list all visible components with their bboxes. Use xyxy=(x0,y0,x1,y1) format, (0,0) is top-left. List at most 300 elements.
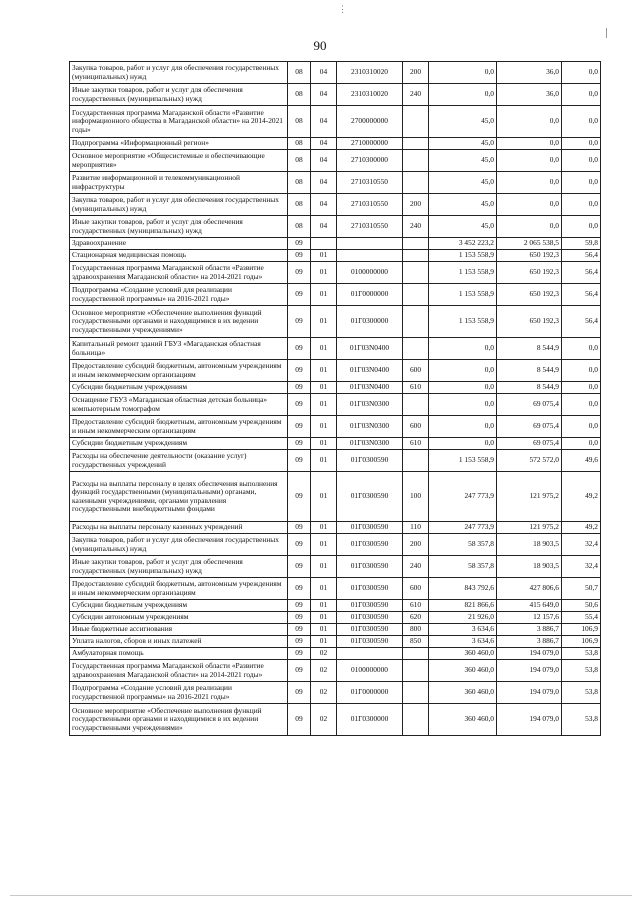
cell-target-article: 01Г03N0300 xyxy=(337,438,403,450)
cell-expense-type: 100 xyxy=(403,472,429,522)
cell-section: 09 xyxy=(288,472,311,522)
cell-executed-amount: 69 075,4 xyxy=(497,394,562,416)
cell-target-article: 01Г0300590 xyxy=(337,472,403,522)
cell-section: 09 xyxy=(288,338,311,360)
cell-execution-percent: 0,0 xyxy=(562,138,601,150)
cell-subsection: 04 xyxy=(311,106,337,138)
cell-execution-percent: 56,4 xyxy=(562,306,601,338)
cell-target-article: 2700000000 xyxy=(337,106,403,138)
cell-target-article: 01Г0300590 xyxy=(337,450,403,472)
cell-executed-amount: 3 886,7 xyxy=(497,636,562,648)
cell-execution-percent: 0,0 xyxy=(562,216,601,238)
cell-target-article: 2310310020 xyxy=(337,84,403,106)
cell-section: 08 xyxy=(288,216,311,238)
table-row xyxy=(70,660,601,682)
cell-expense-type: 240 xyxy=(403,556,429,578)
cell-subsection: 04 xyxy=(311,150,337,172)
cell-target-article: 01Г0300000 xyxy=(337,306,403,338)
cell-expense-type: 200 xyxy=(403,62,429,84)
cell-item-name: Подпрограмма «Информационный регион» xyxy=(70,138,288,150)
table-row xyxy=(70,450,601,472)
cell-approved-amount: 1 153 558,9 xyxy=(429,450,497,472)
cell-approved-amount: 45,0 xyxy=(429,172,497,194)
cell-execution-percent: 0,0 xyxy=(562,438,601,450)
cell-execution-percent: 106,9 xyxy=(562,624,601,636)
cell-section: 09 xyxy=(288,262,311,284)
cell-target-article: 01Г03N0300 xyxy=(337,416,403,438)
table-row xyxy=(70,338,601,360)
cell-execution-percent: 55,4 xyxy=(562,612,601,624)
cell-subsection: 02 xyxy=(311,704,337,736)
cell-execution-percent: 0,0 xyxy=(562,360,601,382)
cell-executed-amount: 0,0 xyxy=(497,138,562,150)
cell-executed-amount: 18 903,5 xyxy=(497,534,562,556)
cell-section: 09 xyxy=(288,238,311,250)
cell-section: 09 xyxy=(288,284,311,306)
cell-item-name: Предоставление субсидий бюджетным, автономным учреждениям и иным некоммерческим организациям xyxy=(70,360,288,382)
cell-executed-amount: 650 192,3 xyxy=(497,306,562,338)
cell-execution-percent: 0,0 xyxy=(562,62,601,84)
cell-target-article: 01Г0300590 xyxy=(337,556,403,578)
cell-target-article: 2710310550 xyxy=(337,172,403,194)
cell-item-name: Субсидии бюджетным учреждениям xyxy=(70,438,288,450)
table-row xyxy=(70,556,601,578)
cell-executed-amount: 8 544,9 xyxy=(497,338,562,360)
page-number: 90 xyxy=(313,38,327,53)
cell-approved-amount: 843 792,6 xyxy=(429,578,497,600)
cell-section: 08 xyxy=(288,84,311,106)
cell-executed-amount: 3 886,7 xyxy=(497,624,562,636)
cell-execution-percent: 49,6 xyxy=(562,450,601,472)
cell-section: 09 xyxy=(288,648,311,660)
cell-executed-amount: 650 192,3 xyxy=(497,284,562,306)
cell-approved-amount: 247 773,9 xyxy=(429,522,497,534)
table-row xyxy=(70,704,601,736)
cell-section: 09 xyxy=(288,522,311,534)
cell-executed-amount: 415 649,0 xyxy=(497,600,562,612)
cell-item-name: Расходы на обеспечение деятельности (оказание услуг) государственных учреждений xyxy=(70,450,288,472)
cell-expense-type: 610 xyxy=(403,382,429,394)
cell-target-article: 01Г0300000 xyxy=(337,704,403,736)
cell-section: 09 xyxy=(288,450,311,472)
cell-subsection: 01 xyxy=(311,416,337,438)
cell-execution-percent: 53,8 xyxy=(562,704,601,736)
table-row xyxy=(70,250,601,262)
cell-expense-type xyxy=(403,704,429,736)
cell-executed-amount: 2 065 538,5 xyxy=(497,238,562,250)
cell-subsection: 04 xyxy=(311,84,337,106)
cell-subsection: 02 xyxy=(311,682,337,704)
cell-subsection: 01 xyxy=(311,306,337,338)
cell-target-article: 2710300000 xyxy=(337,150,403,172)
cell-target-article: 01Г0000000 xyxy=(337,682,403,704)
cell-section: 08 xyxy=(288,62,311,84)
cell-section: 09 xyxy=(288,636,311,648)
cell-item-name: Иные закупки товаров, работ и услуг для обеспечения государственных (муниципальных) нужд xyxy=(70,556,288,578)
cell-expense-type xyxy=(403,150,429,172)
table-row xyxy=(70,578,601,600)
cell-expense-type: 600 xyxy=(403,360,429,382)
cell-target-article: 01Г0000000 xyxy=(337,284,403,306)
cell-section: 09 xyxy=(288,612,311,624)
cell-executed-amount: 0,0 xyxy=(497,150,562,172)
cell-subsection: 01 xyxy=(311,578,337,600)
cell-expense-type xyxy=(403,172,429,194)
table-row xyxy=(70,194,601,216)
cell-execution-percent: 56,4 xyxy=(562,284,601,306)
cell-execution-percent: 53,8 xyxy=(562,682,601,704)
cell-expense-type xyxy=(403,338,429,360)
cell-expense-type: 600 xyxy=(403,578,429,600)
cell-executed-amount: 69 075,4 xyxy=(497,438,562,450)
table-row xyxy=(70,624,601,636)
cell-expense-type: 800 xyxy=(403,624,429,636)
table-row xyxy=(70,648,601,660)
cell-item-name: Амбулаторная помощь xyxy=(70,648,288,660)
table-row xyxy=(70,394,601,416)
table-row xyxy=(70,636,601,648)
cell-executed-amount: 36,0 xyxy=(497,62,562,84)
cell-approved-amount: 360 460,0 xyxy=(429,660,497,682)
cell-approved-amount: 58 357,8 xyxy=(429,534,497,556)
table-row xyxy=(70,62,601,84)
cell-section: 08 xyxy=(288,172,311,194)
cell-section: 09 xyxy=(288,704,311,736)
cell-target-article: 01Г03N0400 xyxy=(337,360,403,382)
cell-executed-amount: 194 079,0 xyxy=(497,682,562,704)
cell-approved-amount: 1 153 558,9 xyxy=(429,284,497,306)
table-row xyxy=(70,84,601,106)
table-row xyxy=(70,382,601,394)
cell-subsection: 01 xyxy=(311,338,337,360)
cell-execution-percent: 0,0 xyxy=(562,394,601,416)
cell-execution-percent: 56,4 xyxy=(562,262,601,284)
cell-approved-amount: 0,0 xyxy=(429,394,497,416)
cell-section: 09 xyxy=(288,660,311,682)
cell-target-article xyxy=(337,648,403,660)
cell-target-article: 01Г03N0300 xyxy=(337,394,403,416)
cell-approved-amount: 1 153 558,9 xyxy=(429,262,497,284)
cell-item-name: Государственная программа Магаданской области «Развитие здравоохранения Магаданской области» на 2014-2021 годы» xyxy=(70,262,288,284)
cell-expense-type xyxy=(403,660,429,682)
cell-target-article: 01Г0300590 xyxy=(337,534,403,556)
cell-execution-percent: 53,8 xyxy=(562,648,601,660)
cell-subsection: 04 xyxy=(311,138,337,150)
cell-expense-type xyxy=(403,106,429,138)
cell-approved-amount: 0,0 xyxy=(429,416,497,438)
cell-subsection xyxy=(311,238,337,250)
cell-approved-amount: 247 773,9 xyxy=(429,472,497,522)
table-row xyxy=(70,600,601,612)
cell-expense-type: 200 xyxy=(403,534,429,556)
table-row xyxy=(70,238,601,250)
cell-item-name: Расходы на выплаты персоналу в целях обеспечения выполнения функций государственными (муниципальными) органами, казенными учреждениями, органами управления государственными внебюджетными фондами xyxy=(70,472,288,522)
cell-section: 08 xyxy=(288,138,311,150)
cell-executed-amount: 8 544,9 xyxy=(497,382,562,394)
cell-item-name: Развитие информационной и телекоммуникационной инфраструктуры xyxy=(70,172,288,194)
cell-subsection: 01 xyxy=(311,472,337,522)
table-row xyxy=(70,534,601,556)
cell-expense-type: 110 xyxy=(403,522,429,534)
cell-section: 09 xyxy=(288,360,311,382)
cell-execution-percent: 53,8 xyxy=(562,660,601,682)
cell-subsection: 01 xyxy=(311,360,337,382)
cell-subsection: 01 xyxy=(311,394,337,416)
cell-expense-type xyxy=(403,648,429,660)
cell-execution-percent: 0,0 xyxy=(562,106,601,138)
cell-item-name: Капитальный ремонт зданий ГБУЗ «Магаданская областная больница» xyxy=(70,338,288,360)
cell-item-name: Предоставление субсидий бюджетным, автономным учреждениям и иным некоммерческим организациям xyxy=(70,578,288,600)
cell-subsection: 01 xyxy=(311,450,337,472)
cell-executed-amount: 36,0 xyxy=(497,84,562,106)
cell-approved-amount: 360 460,0 xyxy=(429,648,497,660)
cell-expense-type: 610 xyxy=(403,600,429,612)
cell-item-name: Здравоохранение xyxy=(70,238,288,250)
cell-subsection: 01 xyxy=(311,600,337,612)
cell-approved-amount: 0,0 xyxy=(429,438,497,450)
cell-subsection: 01 xyxy=(311,250,337,262)
cell-target-article: 2310310020 xyxy=(337,62,403,84)
table-row xyxy=(70,172,601,194)
cell-expense-type xyxy=(403,306,429,338)
cell-approved-amount: 0,0 xyxy=(429,338,497,360)
cell-section: 09 xyxy=(288,382,311,394)
cell-section: 09 xyxy=(288,624,311,636)
cell-execution-percent: 0,0 xyxy=(562,172,601,194)
cell-expense-type: 610 xyxy=(403,438,429,450)
cell-approved-amount: 45,0 xyxy=(429,106,497,138)
scan-tick xyxy=(606,28,607,38)
cell-expense-type: 240 xyxy=(403,216,429,238)
cell-subsection: 04 xyxy=(311,172,337,194)
cell-expense-type xyxy=(403,394,429,416)
cell-approved-amount: 821 866,6 xyxy=(429,600,497,612)
cell-executed-amount: 194 079,0 xyxy=(497,704,562,736)
cell-executed-amount: 0,0 xyxy=(497,216,562,238)
cell-expense-type xyxy=(403,262,429,284)
cell-expense-type: 240 xyxy=(403,84,429,106)
cell-section: 09 xyxy=(288,534,311,556)
cell-subsection: 01 xyxy=(311,284,337,306)
cell-approved-amount: 3 634,6 xyxy=(429,624,497,636)
cell-item-name: Предоставление субсидий бюджетным, автономным учреждениям и иным некоммерческим организациям xyxy=(70,416,288,438)
cell-executed-amount: 0,0 xyxy=(497,194,562,216)
cell-executed-amount: 18 903,5 xyxy=(497,556,562,578)
cell-subsection: 01 xyxy=(311,624,337,636)
table-row xyxy=(70,416,601,438)
cell-target-article: 01Г0300590 xyxy=(337,636,403,648)
cell-execution-percent: 49,2 xyxy=(562,522,601,534)
cell-execution-percent: 0,0 xyxy=(562,416,601,438)
cell-section: 09 xyxy=(288,682,311,704)
cell-section: 09 xyxy=(288,250,311,262)
scan-edge xyxy=(10,895,632,896)
cell-section: 09 xyxy=(288,416,311,438)
cell-item-name: Государственная программа Магаданской области «Развитие информационного общества в Магаданской области» на 2014-2021 годы» xyxy=(70,106,288,138)
cell-subsection: 01 xyxy=(311,556,337,578)
cell-target-article: 01Г0300590 xyxy=(337,600,403,612)
cell-target-article: 2710310550 xyxy=(337,216,403,238)
cell-item-name: Иные бюджетные ассигнования xyxy=(70,624,288,636)
cell-item-name: Субсидии бюджетным учреждениям xyxy=(70,382,288,394)
cell-execution-percent: 0,0 xyxy=(562,150,601,172)
cell-approved-amount: 0,0 xyxy=(429,382,497,394)
cell-target-article: 0100000000 xyxy=(337,660,403,682)
cell-approved-amount: 3 634,6 xyxy=(429,636,497,648)
table-row xyxy=(70,138,601,150)
cell-executed-amount: 0,0 xyxy=(497,106,562,138)
cell-section: 09 xyxy=(288,600,311,612)
cell-approved-amount: 45,0 xyxy=(429,194,497,216)
table-body xyxy=(70,62,601,736)
cell-approved-amount: 45,0 xyxy=(429,216,497,238)
cell-executed-amount: 121 975,2 xyxy=(497,522,562,534)
scan-mark: ⋮ xyxy=(338,4,347,14)
cell-approved-amount: 58 357,8 xyxy=(429,556,497,578)
cell-execution-percent: 32,4 xyxy=(562,556,601,578)
cell-section: 08 xyxy=(288,106,311,138)
cell-executed-amount: 650 192,3 xyxy=(497,262,562,284)
cell-executed-amount: 427 806,6 xyxy=(497,578,562,600)
cell-execution-percent: 0,0 xyxy=(562,338,601,360)
table-row xyxy=(70,262,601,284)
cell-target-article: 01Г0300590 xyxy=(337,578,403,600)
cell-subsection: 02 xyxy=(311,648,337,660)
cell-item-name: Стационарная медицинская помощь xyxy=(70,250,288,262)
cell-subsection: 01 xyxy=(311,262,337,284)
table-row xyxy=(70,682,601,704)
cell-item-name: Иные закупки товаров, работ и услуг для обеспечения государственных (муниципальных) нужд xyxy=(70,216,288,238)
cell-approved-amount: 21 926,0 xyxy=(429,612,497,624)
table-row xyxy=(70,522,601,534)
table-row xyxy=(70,216,601,238)
cell-executed-amount: 69 075,4 xyxy=(497,416,562,438)
cell-subsection: 02 xyxy=(311,660,337,682)
cell-item-name: Основное мероприятие «Общесистемные и обеспечивающие мероприятия» xyxy=(70,150,288,172)
cell-execution-percent: 106,9 xyxy=(562,636,601,648)
cell-section: 09 xyxy=(288,438,311,450)
table-row xyxy=(70,472,601,522)
cell-item-name: Субсидии автономным учреждениям xyxy=(70,612,288,624)
cell-item-name: Субсидии бюджетным учреждениям xyxy=(70,600,288,612)
cell-target-article xyxy=(337,238,403,250)
table-row xyxy=(70,612,601,624)
table-row xyxy=(70,306,601,338)
cell-section: 09 xyxy=(288,578,311,600)
cell-subsection: 04 xyxy=(311,216,337,238)
cell-expense-type xyxy=(403,284,429,306)
cell-subsection: 04 xyxy=(311,194,337,216)
cell-target-article: 01Г0300590 xyxy=(337,612,403,624)
cell-execution-percent: 50,7 xyxy=(562,578,601,600)
cell-approved-amount: 360 460,0 xyxy=(429,704,497,736)
cell-executed-amount: 0,0 xyxy=(497,172,562,194)
cell-item-name: Подпрограмма «Создание условий для реализации государственной программы» на 2016-2021 годы» xyxy=(70,682,288,704)
cell-expense-type xyxy=(403,682,429,704)
cell-executed-amount: 12 157,6 xyxy=(497,612,562,624)
cell-executed-amount: 194 079,0 xyxy=(497,648,562,660)
cell-subsection: 01 xyxy=(311,382,337,394)
cell-section: 09 xyxy=(288,306,311,338)
cell-subsection: 01 xyxy=(311,522,337,534)
cell-item-name: Государственная программа Магаданской области «Развитие здравоохранения Магаданской области» на 2014-2021 годы» xyxy=(70,660,288,682)
cell-execution-percent: 0,0 xyxy=(562,84,601,106)
cell-executed-amount: 194 079,0 xyxy=(497,660,562,682)
cell-section: 09 xyxy=(288,556,311,578)
cell-approved-amount: 0,0 xyxy=(429,360,497,382)
cell-approved-amount: 0,0 xyxy=(429,84,497,106)
cell-execution-percent: 0,0 xyxy=(562,194,601,216)
cell-expense-type xyxy=(403,450,429,472)
cell-expense-type xyxy=(403,238,429,250)
cell-expense-type: 600 xyxy=(403,416,429,438)
cell-target-article: 01Г0300590 xyxy=(337,522,403,534)
cell-target-article: 2710310550 xyxy=(337,194,403,216)
cell-target-article xyxy=(337,250,403,262)
cell-approved-amount: 0,0 xyxy=(429,62,497,84)
cell-item-name: Основное мероприятие «Обеспечение выполнения функций государственными органами и находящимися в их ведении государственными учреждениями» xyxy=(70,306,288,338)
cell-item-name: Иные закупки товаров, работ и услуг для обеспечения государственных (муниципальных) нужд xyxy=(70,84,288,106)
cell-subsection: 01 xyxy=(311,612,337,624)
table-row xyxy=(70,150,601,172)
cell-subsection: 01 xyxy=(311,636,337,648)
cell-executed-amount: 572 572,0 xyxy=(497,450,562,472)
cell-execution-percent: 56,4 xyxy=(562,250,601,262)
cell-approved-amount: 45,0 xyxy=(429,138,497,150)
cell-item-name: Закупка товаров, работ и услуг для обеспечения государственных (муниципальных) нужд xyxy=(70,194,288,216)
cell-approved-amount: 45,0 xyxy=(429,150,497,172)
table-row xyxy=(70,360,601,382)
cell-expense-type: 200 xyxy=(403,194,429,216)
cell-subsection: 04 xyxy=(311,62,337,84)
table-row xyxy=(70,106,601,138)
cell-expense-type: 850 xyxy=(403,636,429,648)
cell-execution-percent: 50,6 xyxy=(562,600,601,612)
cell-expense-type xyxy=(403,138,429,150)
cell-execution-percent: 32,4 xyxy=(562,534,601,556)
cell-item-name: Оснащение ГБУЗ «Магаданская областная детская больница» компьютерным томографом xyxy=(70,394,288,416)
table-row xyxy=(70,438,601,450)
cell-executed-amount: 650 192,3 xyxy=(497,250,562,262)
cell-expense-type xyxy=(403,250,429,262)
cell-approved-amount: 360 460,0 xyxy=(429,682,497,704)
cell-section: 08 xyxy=(288,194,311,216)
cell-execution-percent: 59,8 xyxy=(562,238,601,250)
cell-item-name: Расходы на выплаты персоналу казенных учреждений xyxy=(70,522,288,534)
cell-target-article: 01Г03N0400 xyxy=(337,338,403,360)
cell-item-name: Уплата налогов, сборов и иных платежей xyxy=(70,636,288,648)
cell-approved-amount: 1 153 558,9 xyxy=(429,250,497,262)
cell-subsection: 01 xyxy=(311,438,337,450)
cell-item-name: Закупка товаров, работ и услуг для обеспечения государственных (муниципальных) нужд xyxy=(70,62,288,84)
cell-item-name: Подпрограмма «Создание условий для реализации государственной программы» на 2016-2021 годы» xyxy=(70,284,288,306)
cell-item-name: Основное мероприятие «Обеспечение выполнения функций государственными органами и находящимися в их ведении государственными учреждениями» xyxy=(70,704,288,736)
cell-executed-amount: 121 975,2 xyxy=(497,472,562,522)
cell-item-name: Закупка товаров, работ и услуг для обеспечения государственных (муниципальных) нужд xyxy=(70,534,288,556)
cell-target-article: 0100000000 xyxy=(337,262,403,284)
cell-approved-amount: 1 153 558,9 xyxy=(429,306,497,338)
cell-target-article: 01Г0300590 xyxy=(337,624,403,636)
cell-target-article: 01Г03N0400 xyxy=(337,382,403,394)
table-row xyxy=(70,284,601,306)
budget-table xyxy=(69,61,601,736)
cell-section: 09 xyxy=(288,394,311,416)
cell-section: 08 xyxy=(288,150,311,172)
cell-target-article: 2710000000 xyxy=(337,138,403,150)
cell-execution-percent: 0,0 xyxy=(562,382,601,394)
cell-executed-amount: 8 544,9 xyxy=(497,360,562,382)
cell-execution-percent: 49,2 xyxy=(562,472,601,522)
